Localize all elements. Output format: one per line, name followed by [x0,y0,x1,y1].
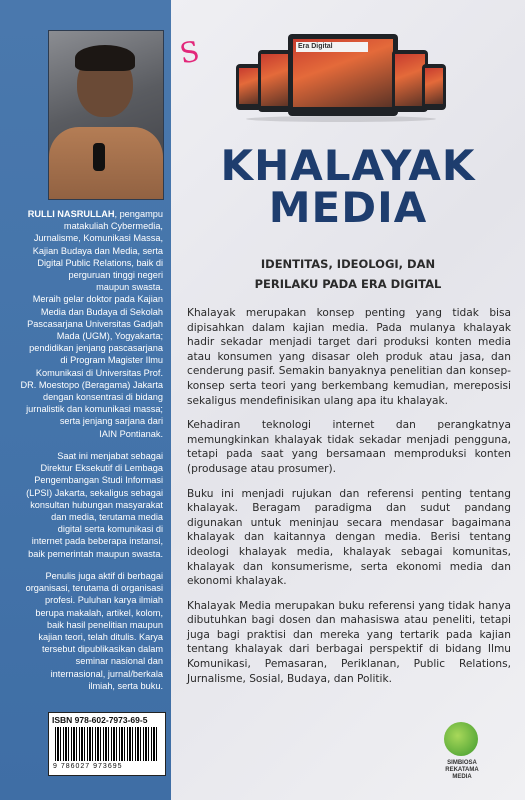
handwritten-mark: S [177,34,202,71]
bio-line: baik hasil penelitian maupun [47,619,163,630]
book-title-line-1: KHALAYAK [220,141,476,190]
bio-line: maupun swasta. [96,282,163,293]
bio-line: Komunikasi di Universitas Prof. [35,367,163,378]
bio-line: Direktur Eksekutif di Lembaga [40,463,163,474]
author-bio-paragraph-1 [0,208,163,440]
author-name: RULLI NASRULLAH [27,209,115,219]
publisher-name-line: MEDIA [452,774,472,780]
device-shadow [246,116,436,122]
isbn-barcode-box [48,712,166,776]
bio-line: pendidikan jenjang pascasarjana [29,343,163,354]
bio-line: DR. Moestopo (Beragama) Jakarta [20,379,163,390]
synopsis-paragraph: Khalayak merupakan konsep penting yang tidak bisa dipisahkan dalam kajian media. Pada mulanya khalayak hadir sekadar menjadi target dari produksi konten media atau konsumen yang disasar oleh produk atau jasa, dan cenderung pasif. Semakin banyaknya penelitian dan konsep-konsep serta teori yang berkembang kemudian, mereposisi sekaligus mendefinisikan ulang apa itu khalayak. [187,307,511,407]
publisher-name-line: SIMBIOSA [447,760,477,766]
laptop-icon [288,34,398,116]
author-bio-paragraph-2 [0,450,163,560]
barcode-digits: 9 786027 973695 [53,763,123,770]
bio-line: , pengampu [114,209,163,219]
bio-line: perguruan tinggi negeri [68,270,163,281]
synopsis-paragraph: Khalayak Media merupakan buku referensi yang tidak hanya dibutuhkan bagi dosen dan mahasiswa atau peneliti, tetapi juga bagi praktisi dan mereka yang tertarik pada kajian tentang khalayak dari berbagai perspektif di bidang Ilmu Komunikasi, Pemasaran, Periklanan, Public Relations, Jurnalisme, Sosial, Budaya, dan Politik. [187,599,511,685]
publisher-logo [432,722,496,786]
bio-line: Penulis juga aktif di berbagai [45,571,163,581]
phone-icon [422,64,446,110]
bio-line: jurnalistik dan komunikasi massa; [26,404,163,415]
book-subtitle-line-1: IDENTITAS, IDEOLOGI, DAN [260,257,436,271]
bio-line: Kajian Budaya dan Media, serta [32,245,163,256]
digital-devices-illustration [236,20,446,128]
isbn-number: ISBN 978-602-7973-69-5 [52,715,148,725]
bio-line: dengan konsentrasi di bidang [42,392,163,403]
bio-line: Digital Public Relations, baik di [37,257,163,268]
publisher-logo-icon [444,722,478,756]
author-photo [48,30,164,200]
bio-line: dan media, terutama media [51,512,163,523]
screen-header: Era Digital [296,42,368,52]
bio-line: konsultan hubungan masyarakat [30,499,163,510]
bio-line: serta jenjang sarjana dari [59,416,163,427]
book-synopsis [187,306,511,696]
bio-line: tersebut dipublikasikan dalam [41,644,163,655]
bio-line: matakuliah Cybermedia, [63,221,163,232]
bio-line: digital serta komunikasi di [57,524,163,535]
publisher-name [432,760,492,781]
book-subtitle-line-2: PERILAKU PADA ERA DIGITAL [254,277,442,291]
publisher-name-line: REKATAMA [445,767,479,773]
bio-line: Saat ini menjabat sebagai [57,451,163,461]
bio-line: IAIN Pontianak. [99,428,163,439]
bio-line: berupa makalah, artikel, kolom, [35,607,163,618]
synopsis-paragraph: Kehadiran teknologi internet dan perangkatnya memungkinkan khalayak tidak sekadar menjadi pengguna, tetapi pada saat yang bersamaan memproduksi konten (produsage atau prosumer). [187,419,511,475]
barcode [55,727,159,761]
author-photo-hair [75,45,135,71]
microphone-icon [93,143,105,171]
bio-line: internasional, jurnal/berkala [50,668,163,679]
bio-line: Mada (UGM), Yogyakarta; [56,331,163,342]
author-panel [0,0,171,800]
bio-line: profesi. Puluhan karya ilmiah [45,595,163,606]
author-bio-paragraph-3 [0,570,163,692]
bio-line: (LPSI) Jakarta, sekaligus sebagai [26,487,163,498]
synopsis-paragraph: Buku ini menjadi rujukan dan referensi penting tentang khalayak. Beragam paradigma dan sudut pandang digunakan untuk meninjau secara mendasar bagaimana khalayak dan kaitannya dengan media. Berisi tentang ideologi khalayak media, khalayak sebagai komunitas, khalayak dan konsumerisme, serta ekonomi media dan ekonomi khalayak. [187,487,511,588]
bio-line: Jurnalisme, Komunikasi Massa, [33,233,163,244]
bio-line: Pengembangan Studi Informasi [34,475,163,486]
bio-line: seminar nasional dan [75,656,163,667]
bio-line: di Program Magister Ilmu [60,355,163,366]
book-title-line-2: MEDIA [268,183,428,232]
bio-line: ilmiah, serta buku. [88,680,163,691]
bio-line: Pascasarjana Universitas Gadjah [27,318,163,329]
bio-line: kajian teori, telah ditulis. Karya [38,632,163,643]
bio-line: Media dan Budaya di Sekolah [40,306,163,317]
bio-line: organisasi, terutama di organisasi [25,583,163,594]
bio-line: baik pemerintah maupun swasta. [28,548,163,559]
bio-line: internet pada beberapa instansi, [31,536,163,547]
author-photo-shirt [49,127,163,200]
bio-line: Meraih gelar doktor pada Kajian [32,294,163,305]
